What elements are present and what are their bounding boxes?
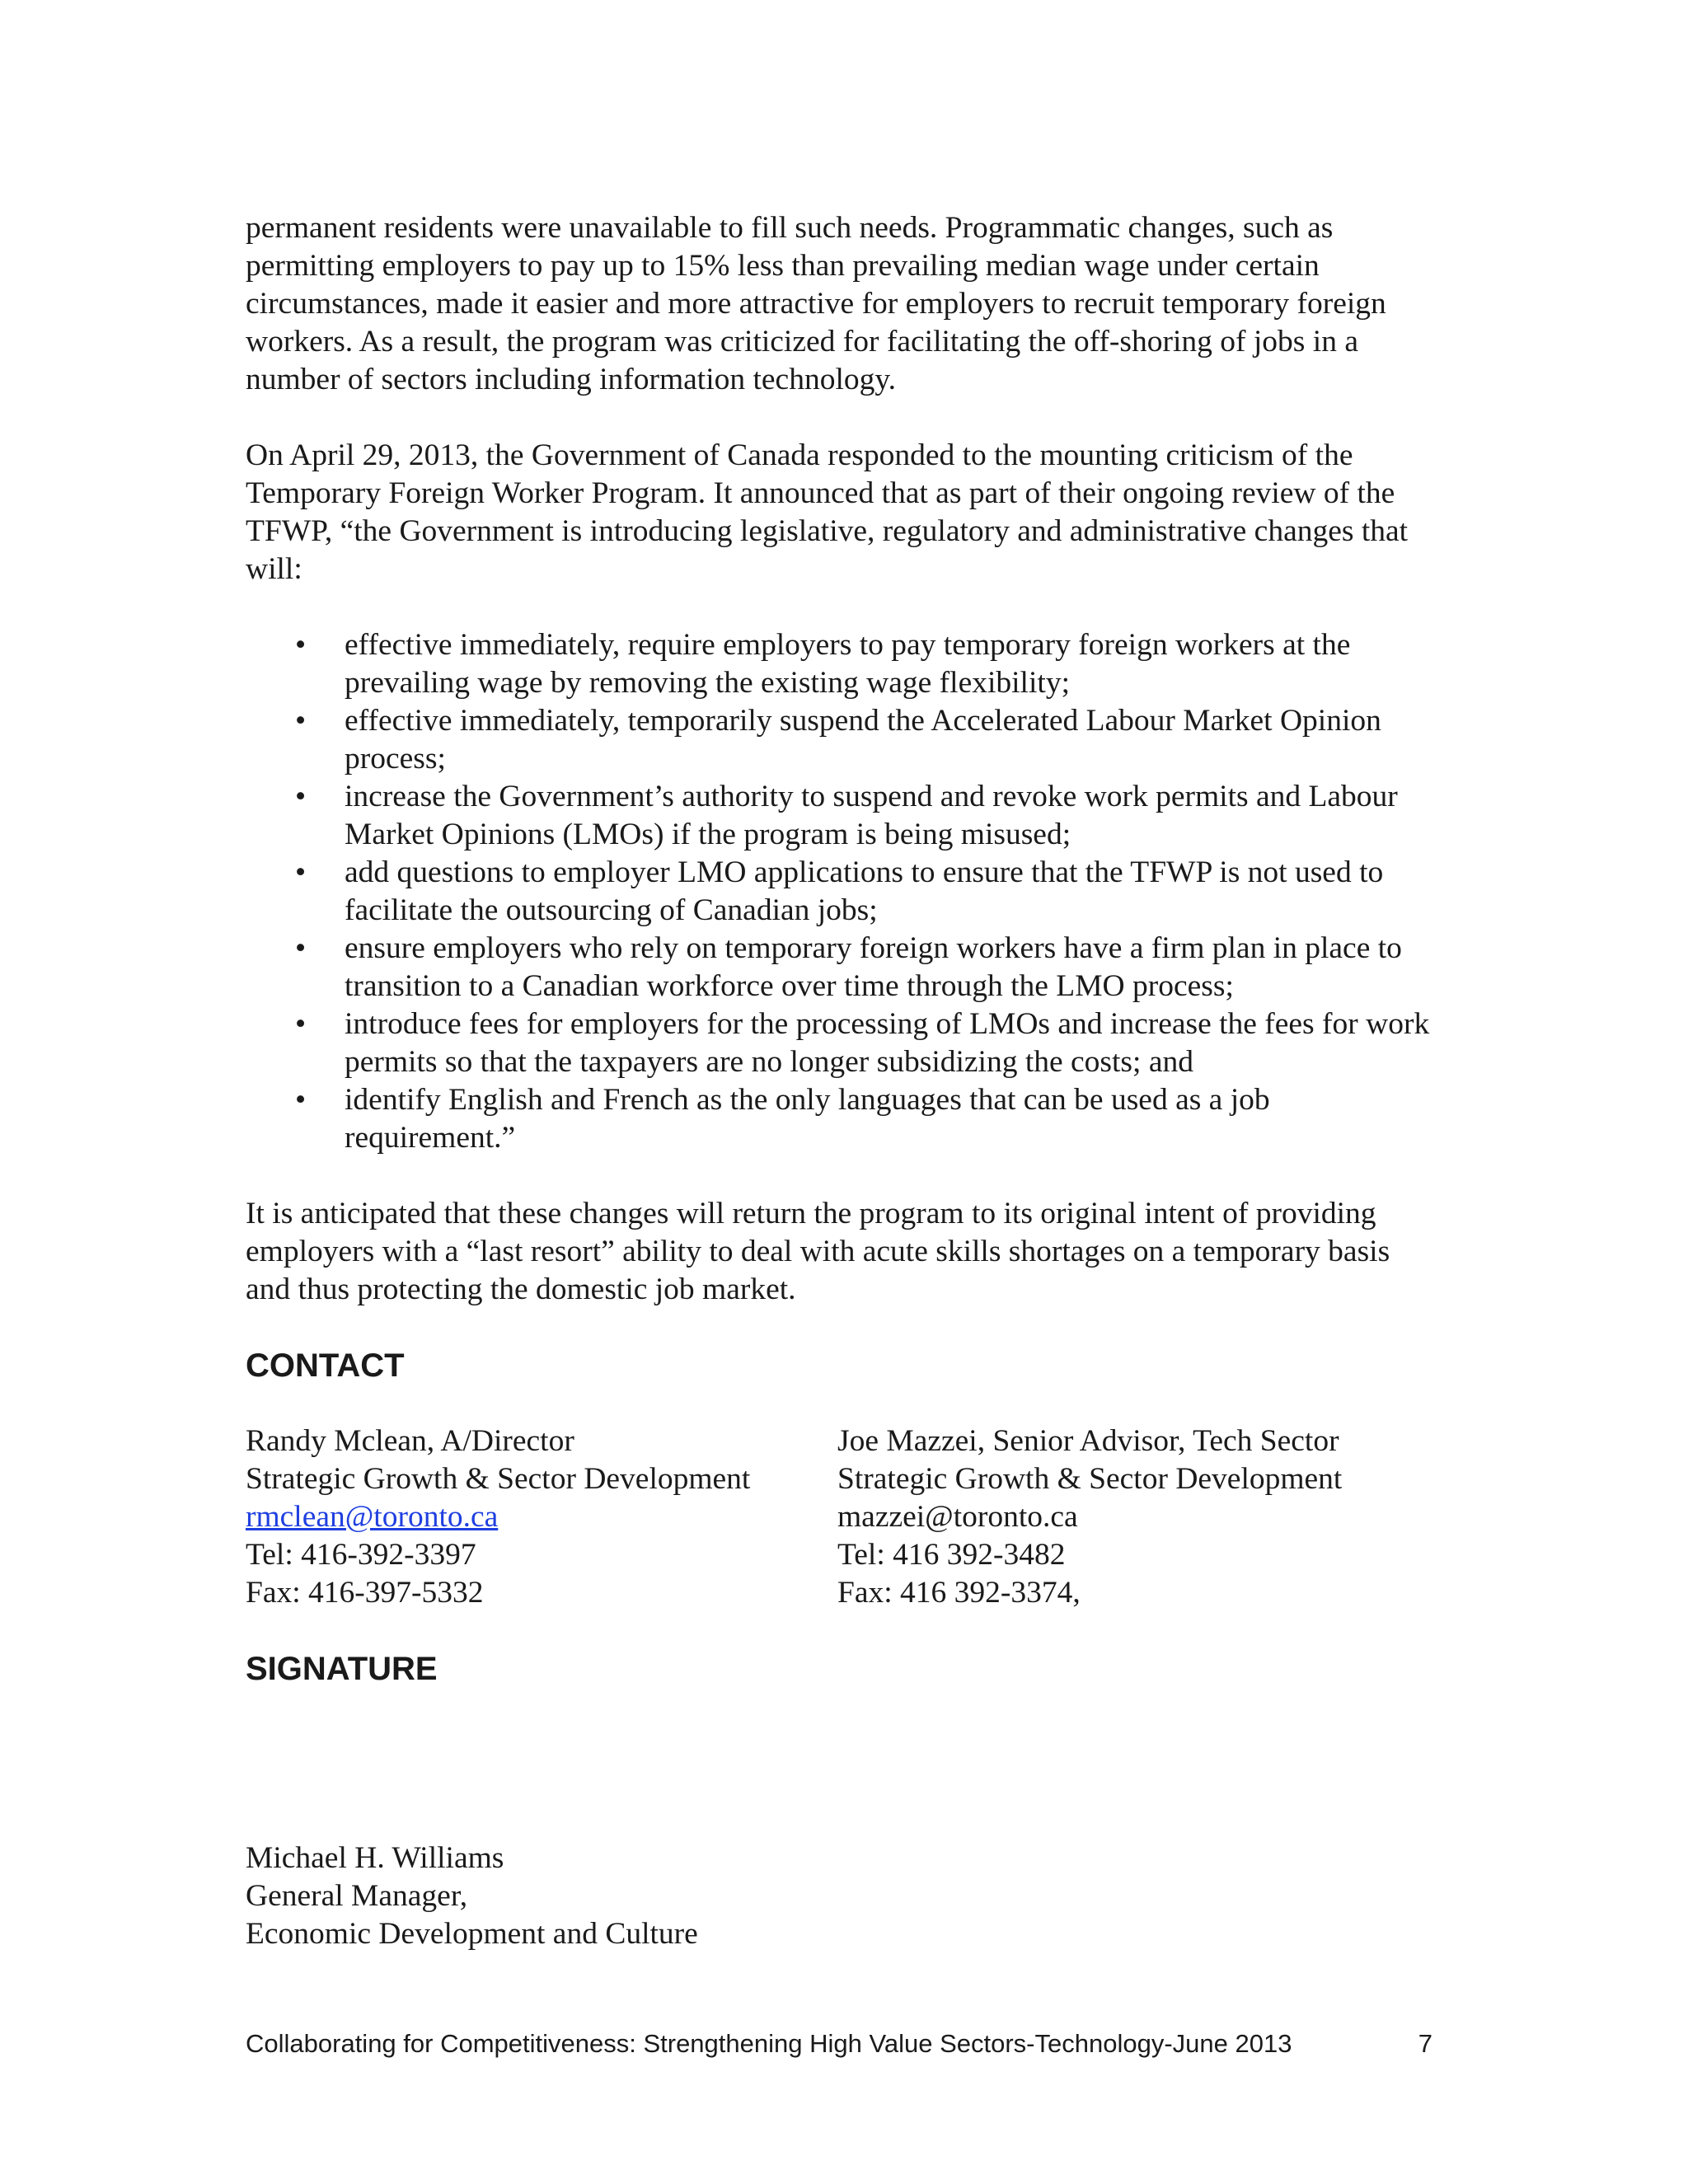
signatory-block bbox=[246, 1840, 1432, 1953]
contact-email-link[interactable]: rmclean@toronto.ca bbox=[246, 1500, 499, 1534]
signature-heading: SIGNATURE bbox=[246, 1651, 438, 1687]
bullet-icon: • bbox=[295, 1007, 307, 1041]
footer-text: Collaborating for Competitiveness: Strengthening High Value Sectors-Technology-June 2013 bbox=[246, 2029, 1292, 2058]
list-item-text: add questions to employer LMO applications to ensure that the TFWP is not used to facilitate the outsourcing of Canadian jobs; bbox=[345, 855, 1384, 927]
bullet-icon: • bbox=[295, 704, 307, 738]
page-number: 7 bbox=[1418, 2029, 1432, 2058]
document-page bbox=[246, 209, 1432, 1953]
list-item-text: increase the Government’s authority to suspend and revoke work permits and Labour Market Opinions (LMOs) if the program is being misused; bbox=[345, 780, 1398, 851]
contact-tel: Tel: 416-392-3397 bbox=[246, 1538, 476, 1572]
contact-tel: Tel: 416 392-3482 bbox=[837, 1538, 1066, 1572]
bullet-icon: • bbox=[295, 628, 307, 662]
bullet-icon: • bbox=[295, 1083, 307, 1117]
contact-email: mazzei@toronto.ca bbox=[837, 1500, 1078, 1534]
contact-block bbox=[246, 1422, 1432, 1612]
contact-division: Strategic Growth & Sector Development bbox=[246, 1462, 751, 1496]
paragraph-wage-flexibility: permanent residents were unavailable to fill such needs. Programmatic changes, such as permitting employers to pay up to 15% less than prevailing median wage under certain circumstances, made it easier and more attractive for employers to recruit temporary foreign workers. As a result, the program was criticized for facilitating the off-shoring of jobs in a number of sectors including information technology. bbox=[246, 211, 1386, 396]
list-item bbox=[246, 1081, 1432, 1157]
list-item-text: identify English and French as the only languages that can be used as a job requirement.” bbox=[345, 1083, 1270, 1155]
contact-right-column bbox=[837, 1422, 1432, 1612]
paragraph-anticipated-outcome: It is anticipated that these changes will return the program to its original intent of providing employers with a “last resort” ability to deal with acute skills shortages on a temporary basis and thus protecting the domestic job market. bbox=[246, 1197, 1390, 1306]
bullet-icon: • bbox=[295, 931, 307, 965]
list-item bbox=[246, 930, 1432, 1005]
signatory-name: Michael H. Williams bbox=[246, 1841, 504, 1875]
contact-name: Randy Mclean, A/Director bbox=[246, 1424, 574, 1458]
contact-fax: Fax: 416 392-3374, bbox=[837, 1576, 1081, 1610]
contact-fax: Fax: 416-397-5332 bbox=[246, 1576, 484, 1610]
bullet-icon: • bbox=[295, 855, 307, 889]
list-item bbox=[246, 854, 1432, 930]
bullet-icon: • bbox=[295, 780, 307, 813]
list-item bbox=[246, 778, 1432, 854]
page-footer bbox=[246, 2027, 1432, 2060]
signatory-title: General Manager, bbox=[246, 1879, 468, 1913]
contact-division: Strategic Growth & Sector Development bbox=[837, 1462, 1343, 1496]
list-item-text: effective immediately, temporarily suspend the Accelerated Labour Market Opinion process; bbox=[345, 704, 1381, 776]
changes-bullet-list bbox=[246, 626, 1432, 1157]
list-item-text: effective immediately, require employers to pay temporary foreign workers at the prevailing wage by removing the existing wage flexibility; bbox=[345, 628, 1351, 700]
contact-heading: CONTACT bbox=[246, 1347, 405, 1384]
list-item bbox=[246, 1005, 1432, 1081]
paragraph-government-response: On April 29, 2013, the Government of Canada responded to the mounting criticism of the Temporary Foreign Worker Program. It announced that as part of their ongoing review of the TFWP, “the Government is introducing legislative, regulatory and administrative changes that will: bbox=[246, 438, 1409, 586]
contact-name: Joe Mazzei, Senior Advisor, Tech Sector bbox=[837, 1424, 1339, 1458]
signatory-department: Economic Development and Culture bbox=[246, 1917, 698, 1951]
signature-space bbox=[246, 1726, 1432, 1840]
list-item-text: introduce fees for employers for the processing of LMOs and increase the fees for work permits so that the taxpayers are no longer subsidizing the costs; and bbox=[345, 1007, 1430, 1079]
list-item bbox=[246, 702, 1432, 778]
list-item bbox=[246, 626, 1432, 702]
contact-left-column bbox=[246, 1422, 837, 1612]
list-item-text: ensure employers who rely on temporary foreign workers have a firm plan in place to transition to a Canadian workforce over time through the LMO process; bbox=[345, 931, 1402, 1003]
